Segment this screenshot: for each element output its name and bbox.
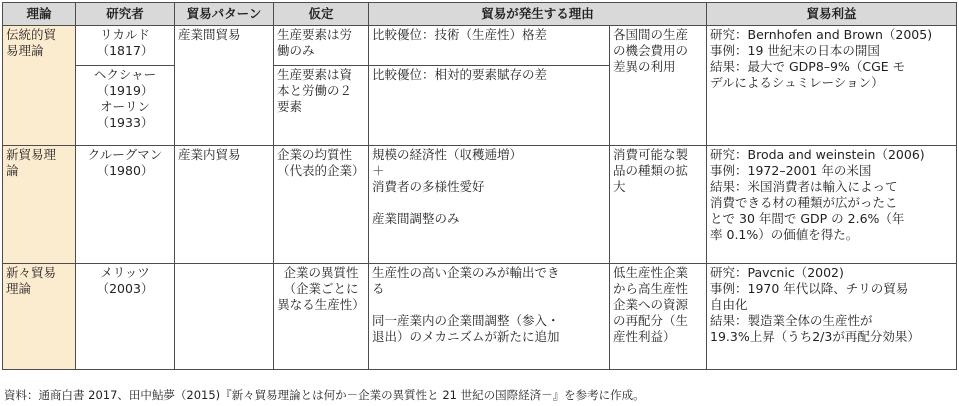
header-researcher: 研究者 bbox=[76, 3, 175, 26]
cell-reason-productive-exporters: 生産性の高い企業のみが輸出でき る 同一産業内の企業間調整（参入・ 退出）のメカニズムが新たに追加 bbox=[369, 264, 610, 370]
header-row bbox=[3, 3, 957, 26]
cell-reason-technology: 比較優位：技術（生産性）格差 bbox=[369, 26, 610, 66]
cell-researcher-ricardo: リカルド （1817） bbox=[76, 26, 175, 66]
cell-source-variety: 消費可能な製 品の種類の拡 大 bbox=[610, 146, 707, 264]
cell-assumption-capital-labor: 生産要素は資 本と労働の２ 要素 bbox=[274, 66, 369, 146]
cell-pattern-intra-industry: 産業内貿易 bbox=[175, 146, 274, 264]
cell-researcher-melitz: メリッツ （2003） bbox=[76, 264, 175, 370]
cell-researcher-heckscher-ohlin: ヘクシャー （1919） オーリン （1933） bbox=[76, 66, 175, 146]
header-trade-reason: 貿易が発生する理由 bbox=[369, 3, 707, 26]
header-trade-benefit: 貿易利益 bbox=[707, 3, 957, 26]
table-row-new-new-trade bbox=[3, 264, 957, 370]
cell-theory-new-new: 新々貿易 理論 bbox=[3, 264, 76, 370]
header-theory: 理論 bbox=[3, 3, 76, 26]
cell-benefit-new-new: 研究：Pavcnic（2002) 事例：1970 年代以降、チリの貿易 自由化 結果：製造業全体の生産性が 19.3%上昇（うち2/3が再配分効果） bbox=[707, 264, 957, 370]
table-row-traditional-ricardo bbox=[3, 26, 957, 66]
cell-theory-traditional: 伝統的貿 易理論 bbox=[3, 26, 76, 146]
cell-assumption-heterogeneous: 企業の異質性 （企業ごとに 異なる生産性） bbox=[274, 264, 369, 370]
cell-theory-new: 新貿易理 論 bbox=[3, 146, 76, 264]
cell-reason-scale-economies: 規模の経済性（収穫逓増） ＋ 消費者の多様性愛好 産業間調整のみ bbox=[369, 146, 610, 264]
cell-source-opportunity-cost: 各国間の生産 の機会費用の 差異の利用 bbox=[610, 26, 707, 146]
header-assumption: 仮定 bbox=[274, 3, 369, 26]
cell-pattern-inter-industry: 産業間貿易 bbox=[175, 26, 274, 146]
cell-assumption-labor: 生産要素は労 働のみ bbox=[274, 26, 369, 66]
cell-benefit-traditional: 研究：Bernhofen and Brown（2005) 事例：19 世紀末の日本の開国 結果：最大で GDP8–9%（CGE モ デルによるシュミレーション） bbox=[707, 26, 957, 146]
cell-reason-factor-endowment: 比較優位：相対的要素賦存の差 bbox=[369, 66, 610, 146]
cell-pattern-empty bbox=[175, 264, 274, 370]
trade-theory-table bbox=[2, 2, 957, 370]
cell-source-reallocation: 低生産性企業 から高生産性 企業への資源 の再配分（生 産性利益） bbox=[610, 264, 707, 370]
cell-assumption-homogeneous: 企業の均質性 （代表的企業） bbox=[274, 146, 369, 264]
cell-researcher-krugman: クルーグマン （1980） bbox=[76, 146, 175, 264]
header-trade-pattern: 貿易パターン bbox=[175, 3, 274, 26]
table-row-new-trade bbox=[3, 146, 957, 264]
source-footnote: 資料：通商白書 2017、田中鮎夢（2015)『新々貿易理論とは何か－企業の異質性と 21 世紀の国際経済－』を参考に作成。 bbox=[4, 388, 645, 402]
cell-benefit-new: 研究：Broda and weinstein（2006) 事例：1972–2001 年の米国 結果：米国消費者は輸入によって 消費できる材の種類が広がったこ とで 30 年間で GDP の 2.6%（年 率 0.1%）の価値を得た。 bbox=[707, 146, 957, 264]
